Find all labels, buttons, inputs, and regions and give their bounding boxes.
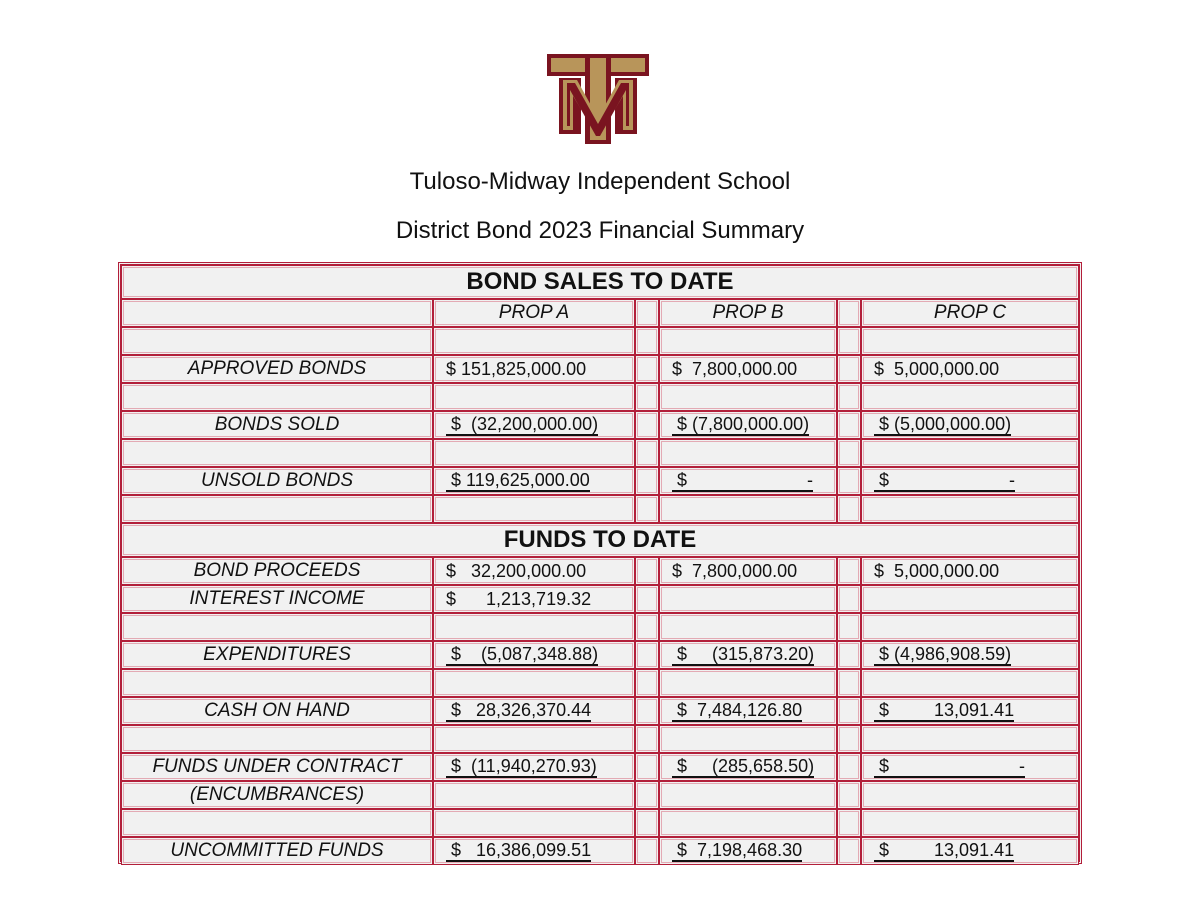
row-label: FUNDS UNDER CONTRACT: [152, 756, 402, 777]
table-row: [121, 585, 1079, 613]
row-label: CASH ON HAND: [204, 700, 350, 721]
spacer-cell: [635, 467, 659, 495]
table-row: [121, 809, 1079, 837]
amount-prop-c: $ -: [874, 470, 1016, 490]
empty-cell: [121, 299, 433, 327]
spacer-cell: [837, 439, 861, 467]
row-label: BONDS SOLD: [214, 414, 340, 435]
spacer-cell: [837, 585, 861, 613]
row-label: UNSOLD BONDS: [200, 470, 354, 491]
table-row: [121, 613, 1079, 641]
table-row: [121, 355, 1079, 383]
spacer-cell: [837, 495, 861, 523]
value-cell: [659, 809, 837, 837]
row-label-cell: [121, 439, 433, 467]
value-cell: [659, 585, 837, 613]
value-cell: [861, 641, 1079, 669]
amount-prop-a: $ 28,326,370.44: [446, 700, 592, 720]
row-label-cell: [121, 753, 433, 781]
spacer-cell: [635, 495, 659, 523]
row-label: UNCOMMITTED FUNDS: [170, 840, 384, 861]
value-cell: [861, 697, 1079, 725]
value-cell: [433, 585, 635, 613]
spacer-cell: [635, 613, 659, 641]
value-cell: [659, 383, 837, 411]
value-cell: [861, 467, 1079, 495]
value-cell: [861, 383, 1079, 411]
value-cell: [861, 495, 1079, 523]
report-title: District Bond 2023 Financial Summary: [395, 217, 805, 244]
value-cell: [861, 585, 1079, 613]
spacer-cell: [837, 383, 861, 411]
table-row: [121, 467, 1079, 495]
spacer-cell: [635, 439, 659, 467]
spacer-cell: [635, 411, 659, 439]
spacer-cell: [635, 753, 659, 781]
value-cell: [659, 327, 837, 355]
row-label-cell: [121, 383, 433, 411]
amount-prop-c: $ 13,091.41: [874, 840, 1015, 860]
table-row: [121, 439, 1079, 467]
amount-prop-a: $ 1,213,719.32: [446, 588, 592, 609]
value-cell: [861, 781, 1079, 809]
amount-prop-c: $ -: [874, 756, 1026, 776]
spacer-cell: [635, 355, 659, 383]
spacer-cell: [837, 753, 861, 781]
amount-prop-b: $ -: [672, 470, 814, 490]
value-cell: [433, 669, 635, 697]
spacer-cell: [837, 697, 861, 725]
value-cell: [433, 495, 635, 523]
row-label-cell: [121, 725, 433, 753]
spacer-cell: [837, 613, 861, 641]
col-prop-c: PROP C: [861, 299, 1079, 327]
amount-prop-a: $ (5,087,348.88): [446, 644, 599, 664]
row-label-cell: [121, 669, 433, 697]
spacer-cell: [635, 383, 659, 411]
spacer-cell: [837, 327, 861, 355]
amount-prop-b: $ (285,658.50): [672, 756, 815, 776]
spacer-cell: [837, 809, 861, 837]
value-cell: [659, 613, 837, 641]
spacer-cell: [837, 467, 861, 495]
spacer-cell: [837, 355, 861, 383]
value-cell: [861, 669, 1079, 697]
section-bond-sales-title: BOND SALES TO DATE: [121, 265, 1079, 299]
value-cell: [861, 809, 1079, 837]
value-cell: [861, 355, 1079, 383]
value-cell: [861, 557, 1079, 585]
amount-prop-b: $ (7,800,000.00): [672, 414, 810, 434]
amount-prop-b: $ 7,800,000.00: [672, 358, 798, 379]
table-row: [121, 753, 1079, 781]
spacer-cell: [635, 327, 659, 355]
value-cell: [433, 781, 635, 809]
amount-prop-a: $ (11,940,270.93): [446, 756, 597, 776]
row-label-cell: [121, 327, 433, 355]
table-row: [121, 725, 1079, 753]
spacer-cell: [837, 557, 861, 585]
value-cell: [433, 837, 635, 865]
col-prop-b: PROP B: [659, 299, 837, 327]
row-label-cell: [121, 809, 433, 837]
row-label: APPROVED BONDS: [187, 358, 367, 379]
spacer-cell: [837, 669, 861, 697]
spacer-cell: [837, 781, 861, 809]
value-cell: [659, 355, 837, 383]
value-cell: [659, 439, 837, 467]
row-label-cell: [121, 781, 433, 809]
value-cell: [433, 439, 635, 467]
row-label-cell: [121, 697, 433, 725]
spacer-cell: [837, 725, 861, 753]
amount-prop-b: $ (315,873.20): [672, 644, 815, 664]
value-cell: [861, 725, 1079, 753]
amount-prop-a: $ (32,200,000.00): [446, 414, 599, 434]
row-label-cell: [121, 355, 433, 383]
value-cell: [659, 557, 837, 585]
section-funds-title: FUNDS TO DATE: [121, 523, 1079, 557]
row-label-cell: [121, 837, 433, 865]
spacer-cell: [635, 557, 659, 585]
row-label: (ENCUMBRANCES): [189, 784, 365, 805]
col-prop-a: PROP A: [433, 299, 635, 327]
table-row: [121, 641, 1079, 669]
amount-prop-c: $ (5,000,000.00): [874, 414, 1012, 434]
row-label-cell: [121, 585, 433, 613]
value-cell: [659, 725, 837, 753]
spacer-cell: [635, 641, 659, 669]
table-row: [121, 557, 1079, 585]
row-label-cell: [121, 641, 433, 669]
spacer-cell: [837, 299, 861, 327]
amount-prop-c: $ (4,986,908.59): [874, 644, 1012, 664]
amount-prop-a: $ 32,200,000.00: [446, 560, 587, 581]
row-label: INTEREST INCOME: [189, 588, 365, 609]
tm-logo: [545, 52, 651, 146]
value-cell: [433, 557, 635, 585]
table-row: [121, 411, 1079, 439]
amount-prop-b: $ 7,198,468.30: [672, 840, 803, 860]
value-cell: [659, 467, 837, 495]
spacer-cell: [635, 837, 659, 865]
value-cell: [433, 411, 635, 439]
value-cell: [861, 837, 1079, 865]
table-row: [121, 781, 1079, 809]
row-label: BOND PROCEEDS: [193, 560, 361, 581]
spacer-cell: [635, 585, 659, 613]
value-cell: [659, 641, 837, 669]
value-cell: [433, 327, 635, 355]
amount-prop-a: $ 119,625,000.00: [446, 470, 590, 490]
value-cell: [659, 495, 837, 523]
spacer-cell: [837, 641, 861, 669]
table-row: [121, 837, 1079, 865]
spacer-cell: [837, 411, 861, 439]
financial-summary-table: [118, 262, 1082, 864]
amount-prop-c: $ 5,000,000.00: [874, 560, 1000, 581]
value-cell: [433, 613, 635, 641]
table-row: [121, 327, 1079, 355]
row-label-cell: [121, 495, 433, 523]
value-cell: [861, 327, 1079, 355]
spacer-cell: [635, 809, 659, 837]
table-row: [121, 697, 1079, 725]
table-row: [121, 669, 1079, 697]
row-label-cell: [121, 613, 433, 641]
value-cell: [861, 411, 1079, 439]
table-row: [121, 523, 1079, 557]
amount-prop-b: $ 7,484,126.80: [672, 700, 803, 720]
value-cell: [433, 383, 635, 411]
value-cell: [433, 725, 635, 753]
spacer-cell: [635, 299, 659, 327]
value-cell: [659, 411, 837, 439]
row-label-cell: [121, 467, 433, 495]
value-cell: [659, 753, 837, 781]
amount-prop-a: $ 151,825,000.00: [446, 358, 587, 379]
amount-prop-a: $ 16,386,099.51: [446, 840, 592, 860]
spacer-cell: [635, 697, 659, 725]
value-cell: [433, 355, 635, 383]
spacer-cell: [635, 725, 659, 753]
value-cell: [659, 697, 837, 725]
value-cell: [659, 669, 837, 697]
value-cell: [433, 809, 635, 837]
spacer-cell: [837, 837, 861, 865]
value-cell: [861, 439, 1079, 467]
amount-prop-b: $ 7,800,000.00: [672, 560, 798, 581]
amount-prop-c: $ 5,000,000.00: [874, 358, 1000, 379]
value-cell: [433, 641, 635, 669]
row-label: EXPENDITURES: [203, 644, 351, 665]
value-cell: [659, 781, 837, 809]
row-label-cell: [121, 557, 433, 585]
table-row: [121, 495, 1079, 523]
district-title: Tuloso-Midway Independent School: [409, 168, 791, 195]
spacer-cell: [635, 669, 659, 697]
value-cell: [861, 753, 1079, 781]
amount-prop-c: $ 13,091.41: [874, 700, 1015, 720]
spacer-cell: [635, 781, 659, 809]
value-cell: [861, 613, 1079, 641]
row-label-cell: [121, 411, 433, 439]
value-cell: [433, 753, 635, 781]
value-cell: [659, 837, 837, 865]
value-cell: [433, 697, 635, 725]
value-cell: [433, 467, 635, 495]
table-row: [121, 383, 1079, 411]
